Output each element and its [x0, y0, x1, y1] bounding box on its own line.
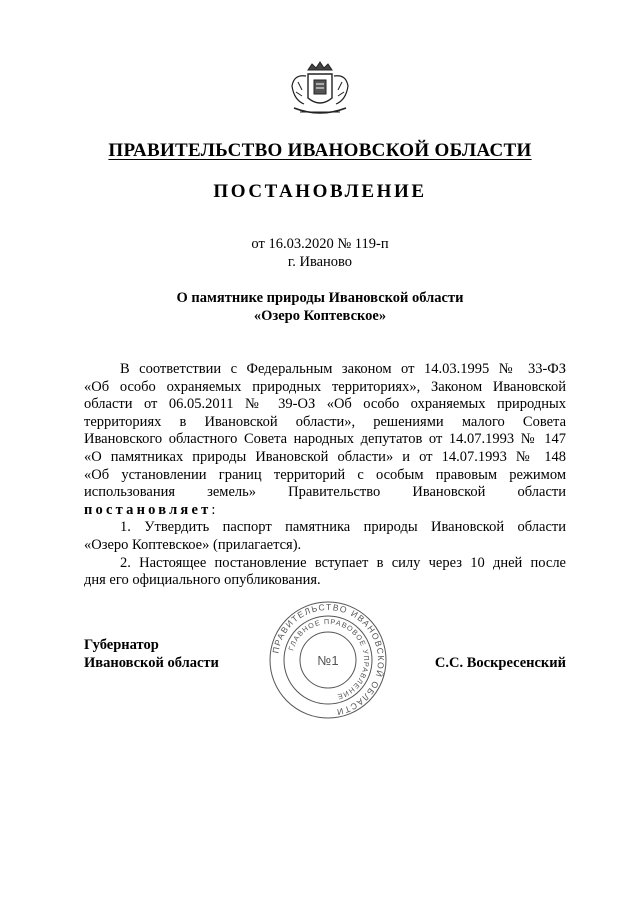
document-city: г. Иваново	[287, 254, 353, 270]
body-line: «Об установлении границ территорий с особым правовым режимом	[84, 466, 566, 483]
body-line: В соответствии с Федеральным законом от 14.03.1995 № 33-ФЗ	[120, 361, 566, 377]
document-date-number: от 16.03.2020 № 119-п	[251, 236, 389, 252]
official-stamp	[263, 600, 393, 720]
item-2-line-1: 2. Настоящее постановление вступает в силу через 10 дней после	[120, 554, 566, 571]
stamp-outer-text: ПРАВИТЕЛЬСТВО ИВАНОВСКОЙ ОБЛАСТИ	[270, 601, 387, 718]
signatory-name: С.С. Воскресенский	[434, 655, 566, 671]
decree-colon: :	[211, 501, 216, 518]
document-title-line-1: О памятнике природы Ивановской области	[176, 290, 464, 306]
signatory-role-line-2: Ивановской области	[84, 655, 219, 671]
government-title: ПРАВИТЕЛЬСТВО ИВАНОВСКОЙ ОБЛАСТИ	[108, 140, 532, 161]
item-1-line-2: «Озеро Коптевское» (прилагается).	[84, 536, 302, 553]
document-body	[84, 361, 566, 590]
body-line: Ивановского областного Совета народных депутатов от 14.07.1993 № 147	[84, 431, 566, 448]
body-line: использования земель» Правительство Ивановской области	[84, 484, 566, 501]
body-line: «О памятниках природы Ивановской области» и от 14.07.1993 № 148	[84, 448, 566, 465]
coat-of-arms-icon	[284, 60, 356, 118]
document-title-line-2: «Озеро Коптевское»	[253, 308, 387, 324]
item-2-line-2: дня его официального опубликования.	[84, 572, 321, 589]
signatory-role-line-1: Губернатор	[84, 637, 159, 653]
stamp-number: №1	[317, 653, 339, 668]
item-1-line-1: 1. Утвердить паспорт памятника природы Ивановской области	[120, 519, 566, 536]
document-type: ПОСТАНОВЛЕНИЕ	[213, 181, 427, 202]
decree-word: постановляет	[84, 501, 212, 518]
body-line: области от 06.05.2011 № 39-ОЗ «Об особо охраняемых природных	[84, 396, 566, 413]
body-line: «Об особо охраняемых природных территориях», Законом Ивановской	[84, 378, 566, 395]
decree-line	[84, 502, 566, 520]
body-line: территориях в Ивановской области», решениями малого Совета	[84, 413, 566, 430]
stamp-inner-text: ГЛАВНОЕ ПРАВОВОЕ УПРАВЛЕНИЕ	[286, 616, 372, 702]
